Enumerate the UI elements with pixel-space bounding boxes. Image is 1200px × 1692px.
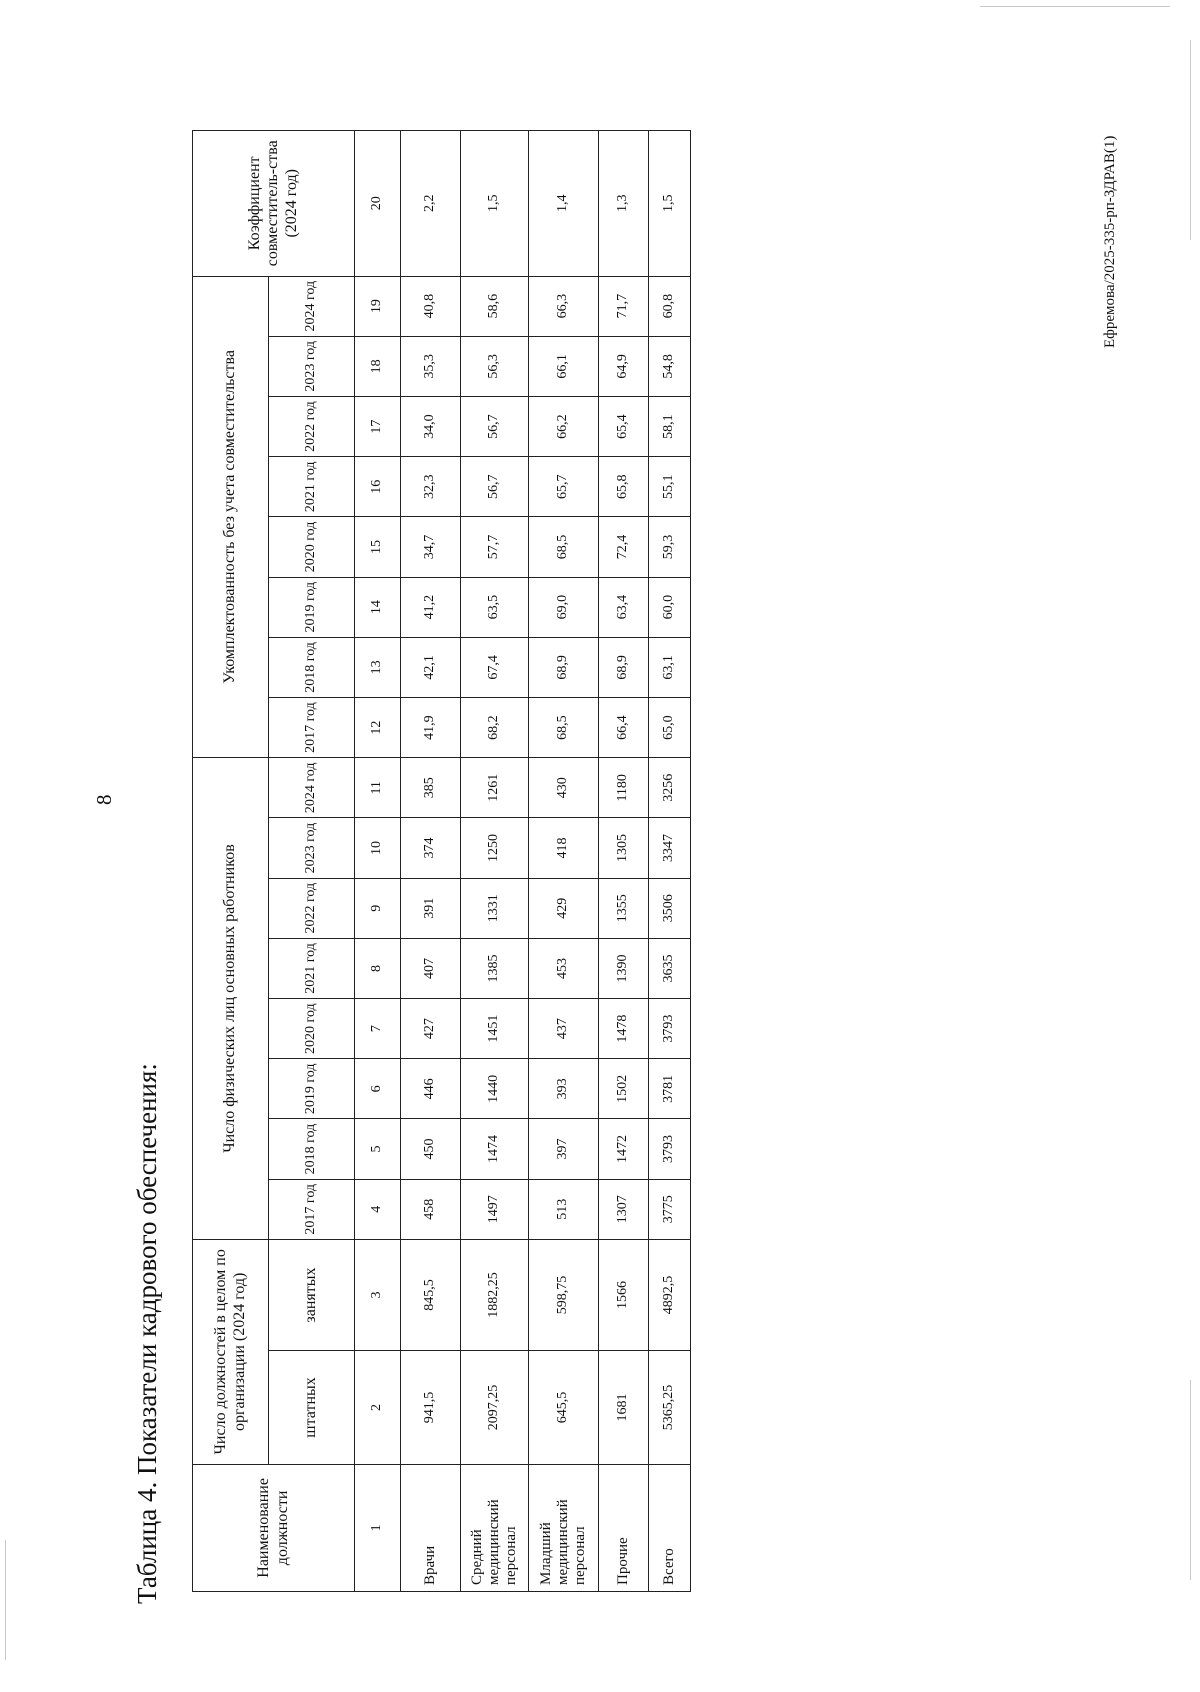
scan-edge-mark [980, 6, 1170, 7]
staffing-percent-cell: 58,1 [649, 396, 691, 456]
persons-count-cell: 1478 [599, 999, 649, 1059]
persons-count-cell: 1331 [461, 878, 529, 938]
persons-count-cell: 3635 [649, 938, 691, 998]
persons-count-cell: 397 [529, 1119, 599, 1179]
staffing-percent-cell: 68,5 [529, 517, 599, 577]
persons-count-cell: 1385 [461, 938, 529, 998]
staffing-percent-cell: 68,5 [529, 697, 599, 757]
header-persons: Число физических лиц основных работников [193, 758, 269, 1240]
staffing-percent-cell: 35,3 [401, 336, 461, 396]
header-year: 2019 год [269, 577, 355, 637]
staffing-percent-cell: 32,3 [401, 457, 461, 517]
staffing-percent-cell: 41,2 [401, 577, 461, 637]
staff-positions-cell: 2097,25 [461, 1351, 529, 1465]
column-number-cell: 6 [355, 1059, 401, 1119]
staffing-percent-cell: 34,0 [401, 396, 461, 456]
persons-count-cell: 407 [401, 938, 461, 998]
column-number-cell: 18 [355, 336, 401, 396]
column-number-cell: 4 [355, 1179, 401, 1239]
scan-edge-mark [1190, 1380, 1191, 1580]
staffing-percent-cell: 42,1 [401, 637, 461, 697]
staffing-percent-cell: 67,4 [461, 637, 529, 697]
table-row [461, 131, 529, 1592]
coefficient-cell: 1,5 [461, 131, 529, 277]
column-number-cell: 1 [355, 1464, 401, 1591]
staffing-percent-cell: 41,9 [401, 697, 461, 757]
staffing-percent-cell: 66,3 [529, 276, 599, 336]
header-year: 2022 год [269, 878, 355, 938]
staff-positions-cell: 5365,25 [649, 1351, 691, 1465]
column-number-cell: 16 [355, 457, 401, 517]
persons-count-cell: 1307 [599, 1179, 649, 1239]
staff-positions-cell: 941,5 [401, 1351, 461, 1465]
column-number-cell: 8 [355, 938, 401, 998]
header-year: 2021 год [269, 938, 355, 998]
table-row [649, 131, 691, 1592]
table-row [401, 131, 461, 1592]
persons-count-cell: 1502 [599, 1059, 649, 1119]
header-year: 2022 год [269, 396, 355, 456]
persons-count-cell: 374 [401, 818, 461, 878]
scan-edge-mark [5, 1540, 6, 1660]
header-name: Наименование должности [193, 1464, 355, 1591]
staffing-percent-cell: 65,8 [599, 457, 649, 517]
position-name-cell: Всего [649, 1464, 691, 1591]
position-name-cell: Врачи [401, 1464, 461, 1591]
persons-count-cell: 3781 [649, 1059, 691, 1119]
header-year: 2019 год [269, 1059, 355, 1119]
occupied-positions-cell: 1882,25 [461, 1239, 529, 1350]
staffing-percent-cell: 68,2 [461, 697, 529, 757]
column-number-cell: 14 [355, 577, 401, 637]
coefficient-cell: 1,3 [599, 131, 649, 277]
staffing-table [192, 130, 691, 1592]
staffing-percent-cell: 65,0 [649, 697, 691, 757]
staffing-percent-cell: 59,3 [649, 517, 691, 577]
persons-count-cell: 3775 [649, 1179, 691, 1239]
persons-count-cell: 450 [401, 1119, 461, 1179]
persons-count-cell: 429 [529, 878, 599, 938]
staffing-percent-cell: 66,4 [599, 697, 649, 757]
position-name-cell: Средний медицинский персонал [461, 1464, 529, 1591]
staffing-percent-cell: 66,2 [529, 396, 599, 456]
column-number-cell: 7 [355, 999, 401, 1059]
staffing-percent-cell: 66,1 [529, 336, 599, 396]
persons-count-cell: 1390 [599, 938, 649, 998]
staffing-percent-cell: 55,1 [649, 457, 691, 517]
staffing-percent-cell: 65,7 [529, 457, 599, 517]
staff-positions-cell: 1681 [599, 1351, 649, 1465]
column-number-cell: 20 [355, 131, 401, 277]
persons-count-cell: 430 [529, 758, 599, 818]
page-number: 8 [92, 794, 116, 805]
persons-count-cell: 458 [401, 1179, 461, 1239]
header-coefficient: Коэффициент совместитель-ства (2024 год) [193, 131, 355, 277]
column-number-cell: 12 [355, 697, 401, 757]
persons-count-cell: 437 [529, 999, 599, 1059]
staffing-percent-cell: 57,7 [461, 517, 529, 577]
persons-count-cell: 1250 [461, 818, 529, 878]
position-name-cell: Прочие [599, 1464, 649, 1591]
table-title: Таблица 4. Показатели кадрового обеспечения: [132, 1063, 162, 1604]
header-year: 2018 год [269, 637, 355, 697]
staffing-percent-cell: 34,7 [401, 517, 461, 577]
header-year: 2017 год [269, 697, 355, 757]
persons-count-cell: 513 [529, 1179, 599, 1239]
persons-count-cell: 1497 [461, 1179, 529, 1239]
staffing-percent-cell: 72,4 [599, 517, 649, 577]
column-number-cell: 15 [355, 517, 401, 577]
staffing-percent-cell: 56,7 [461, 457, 529, 517]
occupied-positions-cell: 1566 [599, 1239, 649, 1350]
column-number-cell: 9 [355, 878, 401, 938]
persons-count-cell: 3256 [649, 758, 691, 818]
staffing-percent-cell: 40,8 [401, 276, 461, 336]
header-year: 2023 год [269, 336, 355, 396]
staffing-percent-cell: 56,3 [461, 336, 529, 396]
column-number-cell: 13 [355, 637, 401, 697]
persons-count-cell: 1180 [599, 758, 649, 818]
table-row [599, 131, 649, 1592]
staffing-percent-cell: 56,7 [461, 396, 529, 456]
column-number-cell: 2 [355, 1351, 401, 1465]
persons-count-cell: 418 [529, 818, 599, 878]
header-year: 2023 год [269, 818, 355, 878]
column-number-cell: 11 [355, 758, 401, 818]
column-number-cell: 19 [355, 276, 401, 336]
persons-count-cell: 393 [529, 1059, 599, 1119]
header-year: 2021 год [269, 457, 355, 517]
persons-count-cell: 1472 [599, 1119, 649, 1179]
staffing-percent-cell: 64,9 [599, 336, 649, 396]
staffing-percent-cell: 60,0 [649, 577, 691, 637]
persons-count-cell: 1305 [599, 818, 649, 878]
header-occupied: занятых [269, 1239, 355, 1350]
header-staff: штатных [269, 1351, 355, 1465]
persons-count-cell: 3506 [649, 878, 691, 938]
staffing-percent-cell: 63,4 [599, 577, 649, 637]
header-year: 2020 год [269, 999, 355, 1059]
persons-count-cell: 453 [529, 938, 599, 998]
occupied-positions-cell: 845,5 [401, 1239, 461, 1350]
scan-edge-mark [1190, 40, 1191, 240]
header-year: 2024 год [269, 758, 355, 818]
persons-count-cell: 391 [401, 878, 461, 938]
header-positions: Число должностей в целом по организации (2024 год) [193, 1239, 269, 1464]
column-number-cell: 5 [355, 1119, 401, 1179]
coefficient-cell: 1,5 [649, 131, 691, 277]
persons-count-cell: 1474 [461, 1119, 529, 1179]
header-year: 2018 год [269, 1119, 355, 1179]
staffing-table-container [192, 130, 685, 1592]
staffing-percent-cell: 58,6 [461, 276, 529, 336]
header-year: 2020 год [269, 517, 355, 577]
persons-count-cell: 3347 [649, 818, 691, 878]
coefficient-cell: 2,2 [401, 131, 461, 277]
header-year: 2024 год [269, 276, 355, 336]
staffing-percent-cell: 68,9 [599, 637, 649, 697]
position-name-cell: Младший медицинский персонал [529, 1464, 599, 1591]
document-footer-id: Ефремова/2025-335-рп-ЗДРАВ(1) [1102, 135, 1118, 348]
persons-count-cell: 385 [401, 758, 461, 818]
staffing-percent-cell: 60,8 [649, 276, 691, 336]
column-number-cell: 10 [355, 818, 401, 878]
occupied-positions-cell: 598,75 [529, 1239, 599, 1350]
column-number-cell: 3 [355, 1239, 401, 1350]
column-number-row [355, 131, 401, 1592]
persons-count-cell: 427 [401, 999, 461, 1059]
column-number-cell: 17 [355, 396, 401, 456]
coefficient-cell: 1,4 [529, 131, 599, 277]
table-row [529, 131, 599, 1592]
occupied-positions-cell: 4892,5 [649, 1239, 691, 1350]
persons-count-cell: 1355 [599, 878, 649, 938]
persons-count-cell: 3793 [649, 999, 691, 1059]
header-staffing: Укомплектованность без учета совместительства [193, 276, 269, 758]
persons-count-cell: 446 [401, 1059, 461, 1119]
staffing-percent-cell: 68,9 [529, 637, 599, 697]
persons-count-cell: 1440 [461, 1059, 529, 1119]
staff-positions-cell: 645,5 [529, 1351, 599, 1465]
staffing-percent-cell: 65,4 [599, 396, 649, 456]
staffing-percent-cell: 63,5 [461, 577, 529, 637]
staffing-percent-cell: 71,7 [599, 276, 649, 336]
persons-count-cell: 1261 [461, 758, 529, 818]
persons-count-cell: 3793 [649, 1119, 691, 1179]
staffing-percent-cell: 63,1 [649, 637, 691, 697]
header-year: 2017 год [269, 1179, 355, 1239]
persons-count-cell: 1451 [461, 999, 529, 1059]
staffing-percent-cell: 69,0 [529, 577, 599, 637]
staffing-percent-cell: 54,8 [649, 336, 691, 396]
